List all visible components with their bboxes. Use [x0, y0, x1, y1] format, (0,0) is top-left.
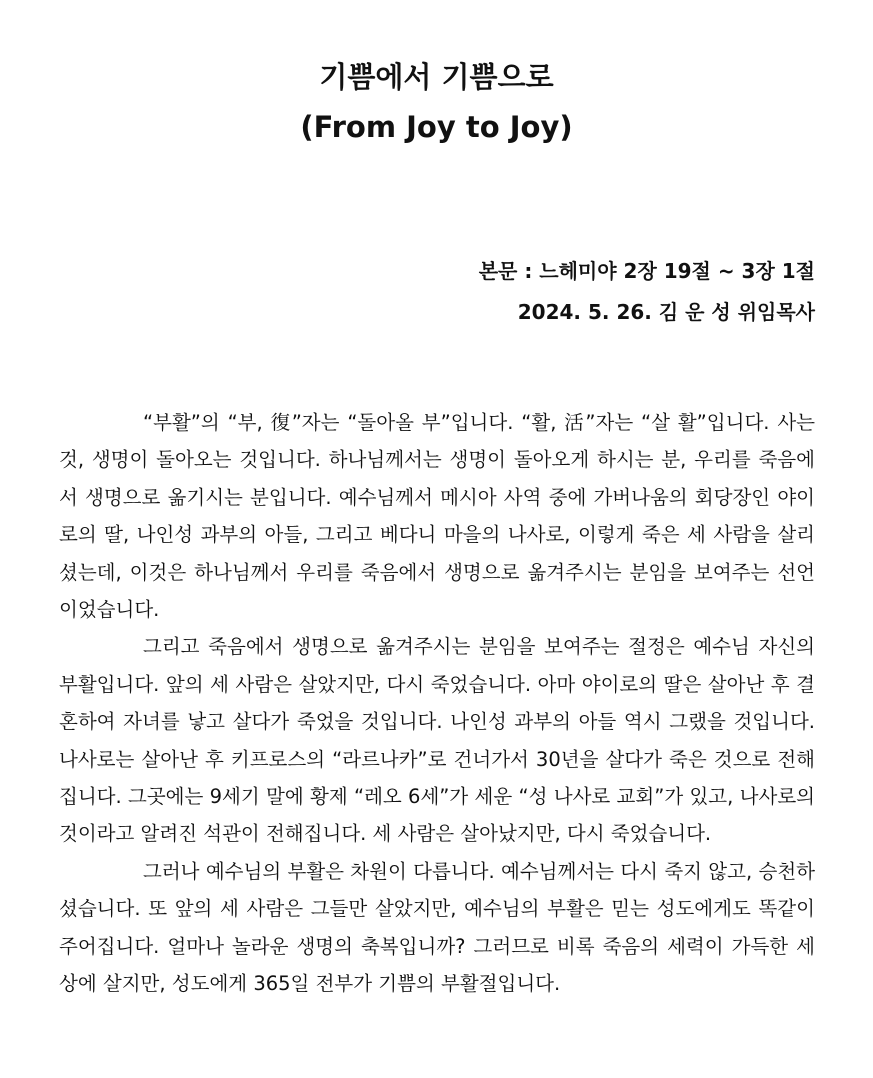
page-title: 기쁨에서 기쁨으로 — [319, 60, 554, 94]
paragraph: 그러나 예수님의 부활은 차원이 다릅니다. 예수님께서는 다시 죽지 않고, 승천하셨습니다. 또 앞의 세 사람은 그들만 살았지만, 예수님의 부활은 믿는 성도에게도 똑같이 주어집니다. 얼마나 놀라운 생명의 축복입니까? 그러므로 비록 죽음의 세력이 가득한 세상에 살지만, 성도에게 365일 전부가 기쁨의 부활절입니다. — [59, 859, 815, 996]
page-subtitle: (From Joy to Joy) — [300, 110, 573, 144]
sermon-body — [59, 404, 815, 1003]
paragraph: “부활”의 “부, 復”자는 “돌아올 부”입니다. “활, 活”자는 “살 활”입니다. 사는 것, 생명이 돌아오는 것입니다. 하나님께서는 생명이 돌아오게 하시는 분, 우리를 죽음에서 생명으로 옮기시는 분입니다. 예수님께서 메시아 사역 중에 가버나움의 회당장인 야이로의 딸, 나인성 과부의 아들, 그리고 베다니 마을의 나사로, 이렇게 죽은 세 사람을 살리셨는데, 이것은 하나님께서 우리를 죽음에서 생명으로 옮겨주시는 분임을 보여주는 선언이었습니다. — [59, 411, 815, 622]
date-and-preacher: 2024. 5. 26. 김 운 성 위임목사 — [517, 300, 815, 324]
scripture-reference: 본문 : 느헤미야 2장 19절 ~ 3장 1절 — [478, 259, 815, 283]
paragraph: 그리고 죽음에서 생명으로 옮겨주시는 분임을 보여주는 절정은 예수님 자신의 부활입니다. 앞의 세 사람은 살았지만, 다시 죽었습니다. 아마 야이로의 딸은 살아난 후 결혼하여 자녀를 낳고 살다가 죽었을 것입니다. 나인성 과부의 아들 역시 그랬을 것입니다. 나사로는 살아난 후 키프로스의 “라르나카”로 건너가서 30년을 살다가 죽은 것으로 전해집니다. 그곳에는 9세기 말에 황제 “레오 6세”가 세운 “성 나사로 교회”가 있고, 나사로의 것이라고 알려진 석관이 전해집니다. 세 사람은 살아났지만, 다시 죽었습니다. — [59, 635, 815, 846]
